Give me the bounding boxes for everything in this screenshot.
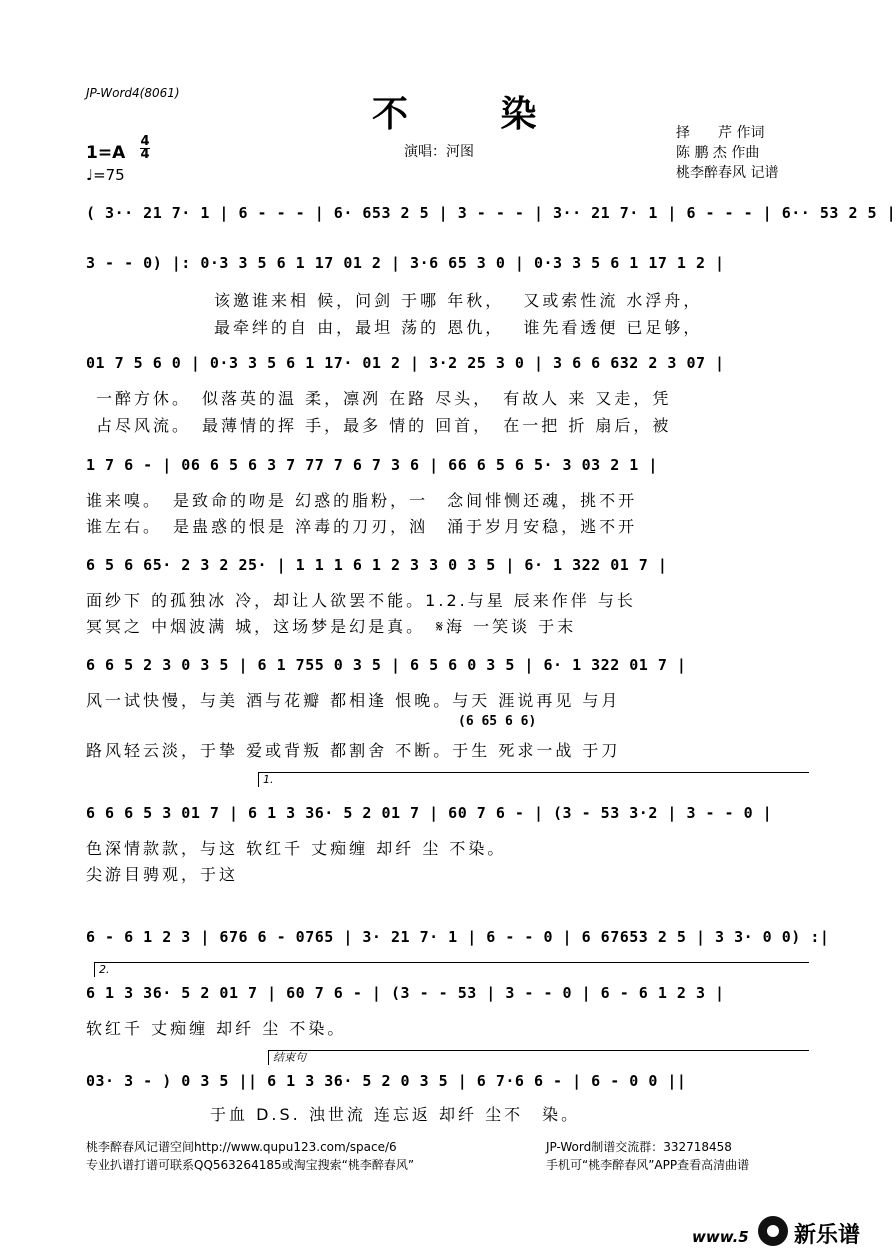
volta-first-ending: 1. (258, 772, 809, 787)
lyric-line: 最牵绊的自 由，最坦 荡的 恩仇， 谁先看透便 已足够， (214, 318, 703, 337)
time-signature (140, 136, 150, 161)
lyric-line: 软红千 丈痴缠 却纤 尘 不染。 (86, 1019, 347, 1038)
footer-left-line2: 专业扒谱打谱可联系QQ563264185或淘宝搜索“桃李醉春风” (86, 1158, 415, 1172)
lyric-line: 一醉方休。 似落英的温 柔，凛冽 在路 尽头， 有故人 来 又走，凭 (96, 389, 672, 408)
footer-left-line1: 桃李醉春风记谱空间http://www.qupu123.com/space/6 (86, 1140, 397, 1154)
lyric-line: 路风轻云淡，于挚 爱或背叛 都割舍 不断。于生 死求一战 于刀 (86, 741, 621, 760)
notation-row: 6 6 6 5 3 01 7 | 6 1 3 36· 5 2 01 7 | 60 7 6 - | (3 - 53 3·2 | 3 - - 0 | (86, 804, 773, 822)
transcriber-credit: 桃李醉春风 记谱 (676, 165, 779, 181)
composer-credit: 陈 鹏 杰 作曲 (676, 145, 760, 161)
lyric-line: 尖游目骋观，于这 (86, 865, 239, 884)
lyric-line: 风一试快慢，与美 酒与花瓣 都相逢 恨晚。与天 涯说再见 与月 (86, 691, 621, 710)
watermark-brand: 新乐谱 (794, 1223, 861, 1248)
notation-row: 6 5 6 65· 2 3 2 25· | 1 1 1 6 1 2 3 3 0 3 5 | 6· 1 322 01 7 | (86, 556, 668, 574)
alternate-phrase: (6 65 6 6) (458, 714, 537, 729)
notation-row: 6 1 3 36· 5 2 01 7 | 60 7 6 - | (3 - - 53 | 3 - - 0 | 6 - 6 1 2 3 | (86, 984, 725, 1002)
notation-row: 01 7 5 6 0 | 0·3 3 5 6 1 17· 01 2 | 3·2 25 3 0 | 3 6 6 632 2 3 07 | (86, 354, 725, 372)
song-title: 不 染 (372, 93, 577, 135)
lyric-line: 冥冥之 中烟波满 城，这场梦是幻是真。 𝄋海 一笑谈 于末 (86, 617, 577, 636)
key-signature: 1=A (86, 143, 126, 163)
singer-credit: 演唱：河图 (404, 144, 474, 160)
brand-logo-icon (758, 1216, 788, 1246)
tempo-marking: ♩=75 (86, 166, 125, 184)
lyric-line: 面纱下 的孤独冰 冷，却让人欲罢不能。1.2.与星 辰来作伴 与长 (86, 591, 636, 610)
notation-row: ( 3·· 21 7· 1 | 6 - - - | 6· 653 2 5 | 3 - - - | 3·· 21 7· 1 | 6 - - - | 6·· 53 2 5 | (86, 204, 896, 222)
lyric-line: 谁左右。 是蛊惑的恨是 淬毒的刀刃，汹 涌于岁月安稳，逃不开 (86, 517, 638, 536)
lyric-line: 色深情款款，与这 软红千 丈痴缠 却纤 尘 不染。 (86, 839, 507, 858)
watermark-url: www.5 (692, 1228, 749, 1246)
time-signature-top: 4 (140, 134, 150, 149)
notation-row: 6 6 5 2 3 0 3 5 | 6 1 755 0 3 5 | 6 5 6 0 3 5 | 6· 1 322 01 7 | (86, 656, 687, 674)
lyricist-credit: 择 芹 作词 (676, 125, 765, 141)
lyric-line: 该邀谁来相 候，问剑 于哪 年秋， 又或索性流 水浮舟， (214, 291, 703, 310)
software-label: JP-Word4(8061) (86, 86, 180, 100)
footer-right-line2: 手机可“桃李醉春风”APP查看高清曲谱 (546, 1158, 750, 1172)
notation-row: 3 - - 0) |: 0·3 3 5 6 1 17 01 2 | 3·6 65 3 0 | 0·3 3 5 6 1 17 1 2 | (86, 254, 725, 272)
volta-second-ending: 2. (94, 962, 809, 977)
footer-right-line1: JP-Word制谱交流群：332718458 (546, 1140, 732, 1154)
lyric-line: 占尽风流。 最薄情的挥 手，最多 情的 回首， 在一把 折 扇后，被 (96, 416, 672, 435)
time-signature-bottom: 4 (140, 147, 150, 162)
coda-bracket: 结束句 (268, 1050, 809, 1065)
notation-row: 03· 3 - ) 0 3 5 || 6 1 3 36· 5 2 0 3 5 | 6 7·6 6 - | 6 - 0 0 || (86, 1072, 687, 1090)
lyric-line: 谁来嗅。 是致命的吻是 幻惑的脂粉，一 念间悱恻还魂，挑不开 (86, 491, 638, 510)
lyric-line: 于血 D.S. 浊世流 连忘返 却纤 尘不 染。 (210, 1105, 581, 1124)
notation-row: 1 7 6 - | 06 6 5 6 3 7 77 7 6 7 3 6 | 66 6 5 6 5· 3 03 2 1 | (86, 456, 658, 474)
notation-row: 6 - 6 1 2 3 | 676 6 - 0765 | 3· 21 7· 1 | 6 - - 0 | 6 67653 2 5 | 3 3· 0 0) :| (86, 928, 830, 946)
